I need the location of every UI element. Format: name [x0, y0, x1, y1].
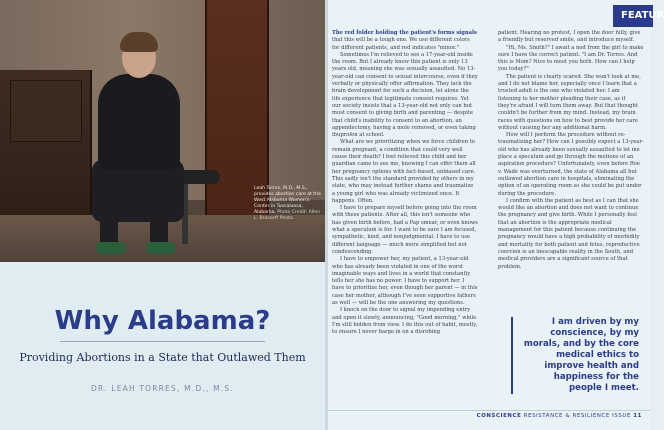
- folio: [477, 413, 642, 419]
- lead-in: The red folder holding the patient's forms signals: [332, 30, 477, 36]
- paragraph: "Hi, Ms. Smith?" I await a nod from the girl to make sure I have the correct patient. "I am Dr. Torres. And this is Mom? Nice to meet you both. How can I help you today?": [498, 44, 644, 73]
- page-number: 11: [633, 413, 642, 419]
- person: [98, 74, 180, 170]
- body-column-2: [498, 30, 644, 271]
- paragraph: The red folder holding the patient's forms signals that this will be a tough one. We use different colors for different patients, and red indicates "minor.": [332, 30, 477, 51]
- paragraph: What are we prioritizing when we force children to remain pregnant, a condition that could very well cause their death? I feel relieved this child and her guardian came to see me, knowing I can offer them all her pregnancy options with fact-based, unbiased care. This sadly isn't the standard provided by others in my state, who may instead further shame and traumatize a young girl who was already victimized once. It happens. Often.: [332, 139, 476, 204]
- paragraph: I confirm with the patient as best as I can that she would like an abortion and does not want to continue the pregnancy and give birth. While I personally feel that an abortion is the appropriate medical management for this patient because continuing the pregnancy would have a high probability of morbidity and mortality for both patient and fetus, reproductive coercion is an inescapable reality in the South, and medical providers are a significant source of that problem.: [498, 197, 640, 270]
- paragraph: patient. Hearing no protest, I open the door fully, give a friendly but reserved smile, and introduce myself.: [498, 30, 641, 44]
- paragraph: Sometimes I'm relieved to see a 17-year-old inside the room. But I already know this patient is only 13 years old, meaning she was sexually assaulted. No 13-year-old can consent to sexual intercourse, even if they verbally or physically offer affirmation. They lack the brain development for such a decision, let alone the life experience that legitimate consent requires. Yet our society insists that a 13-year-old not only can but must consent to giving birth and parenting — despite that child's inability to consent to an abortion, an appendectomy, having a mole removed, or even taking ibuprofen at school.: [332, 51, 478, 139]
- paragraph: I have to empower her, my patient, a 13-year-old who has already been violated in one of the worst imaginable ways and lives in a world that constantly tells her she has no power. I have to support her. I have to prioritize her, even though her parent — in this case her mother, although I've seen supportive fathers as well — will be the one answering my questions.: [332, 256, 478, 306]
- paragraph: I knock on the door to signal my impending entry and open it slowly, announcing, "Good morning," while I'm still hidden from view. I do this out of habit, mostly, to ensure I never barge in on a disrobing: [332, 307, 478, 336]
- left-page: [0, 0, 325, 430]
- author-byline: DR. LEAH TORRES, M.D., M.S.: [91, 384, 234, 393]
- photo-credit: Photo Credit: Allen L. Brasseff Photo.: [254, 210, 321, 221]
- portrait-photo: [0, 0, 325, 262]
- issue-name: RESISTANCE & RESILIENCE ISSUE: [523, 413, 631, 419]
- right-page: [328, 0, 664, 430]
- paragraph: The patient is clearly scared. She won't look at me, and I do not blame her, especially once I learn that a trusted adult is the one who violated her. I am listening to her mother pleading their case, as if they're afraid I will turn them away. But that thought couldn't be further from my mind. Instead, my brain races with questions on how to best provide her care without causing her any additional harm.: [498, 73, 641, 131]
- body-column-1: [332, 30, 478, 336]
- article-subtitle: Providing Abortions in a State that Outlawed Them: [19, 351, 306, 364]
- footer-rule: [328, 410, 650, 411]
- cabinet: [0, 70, 92, 220]
- caption-text: Leah Torres, M.D., M.S., provides abortion care at the West Alabama Women's Center in Tuscaloosa, Alabama.: [254, 186, 321, 215]
- pull-quote: I am driven by my conscience, by my morals, and by the core medical ethics to improve health and happiness for the people I meet.: [511, 317, 639, 394]
- paragraph: I have to prepare myself before going into the room with these patients. After all, this isn't someone who has given birth before, had a Pap smear, or even knows what a speculum is for. I want to be sure I am focused, sympathetic, kind, and nonjudgmental. I have to use different language — much more simplified but not condescending.: [332, 205, 478, 255]
- paragraph: How will I perform the procedure without re-traumatizing her? How can I possibly expect a 13-year-old who has already been sexually assaulted to let me place a speculum and go through the motions of an aspiration procedure? Unfortunately, even before Roe v. Wade was overturned, the state of Alabama all but outlawed abortion care in hospitals, eliminating the option of an operating room so she could be put under during the procedure.: [498, 132, 644, 197]
- magazine-name: CONSCIENCE: [476, 413, 522, 419]
- divider: [60, 341, 265, 342]
- photo-caption: [254, 186, 322, 222]
- section-tab: FEATUR: [613, 5, 653, 27]
- article-headline: Why Alabama?: [54, 306, 271, 336]
